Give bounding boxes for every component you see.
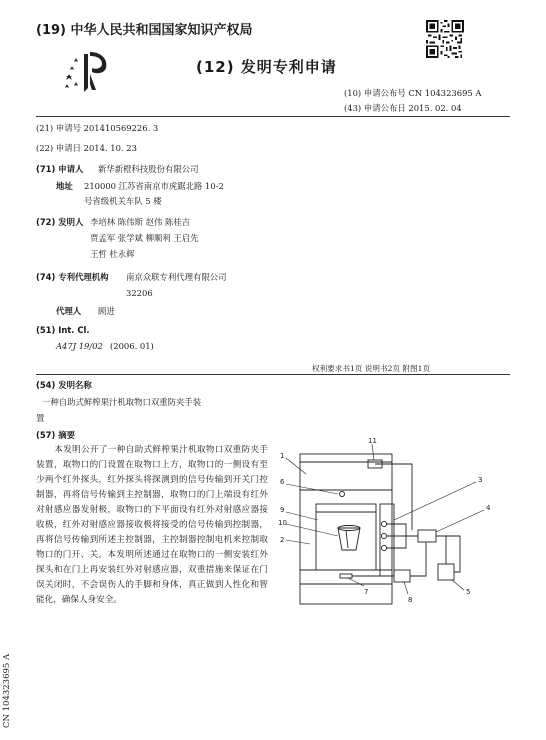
office-name: (19) 中华人民共和国国家知识产权局 bbox=[36, 23, 253, 38]
document-type: (12) 发明专利申请 bbox=[196, 58, 337, 76]
int-cl-version: (2006. 01) bbox=[110, 341, 154, 351]
pickup-opening bbox=[316, 504, 376, 570]
inventors-label: (72) 发明人 bbox=[36, 217, 84, 227]
qr-code-icon bbox=[426, 20, 464, 58]
agency-name: 南京众联专利代理有限公司 bbox=[126, 272, 227, 282]
patent-figure bbox=[276, 434, 512, 612]
publication-date: (43) 申请公布日 2015. 02. 04 bbox=[344, 103, 462, 113]
publication-number: (10) 申请公布号 CN 104323695 A bbox=[344, 88, 482, 98]
ref-9: 9 bbox=[280, 506, 285, 514]
ref-5: 5 bbox=[466, 588, 471, 596]
invention-title-line-1: 一种自助式鲜榨果汁机取物口双重防夹手装 bbox=[42, 397, 202, 407]
ref-7: 7 bbox=[364, 588, 369, 596]
controller-box bbox=[418, 530, 436, 542]
applicant-label: (71) 申请人 bbox=[36, 164, 84, 174]
application-date: (22) 申请日 2014. 10. 23 bbox=[36, 143, 137, 153]
cabinet-outline bbox=[300, 454, 392, 604]
ref-1: 1 bbox=[280, 452, 285, 460]
agent-label: 代理人 bbox=[56, 306, 82, 316]
abstract-label: (57) 摘要 bbox=[36, 430, 75, 440]
inventors-line-2: 贾孟军 张学斌 柳顺利 王启先 bbox=[90, 233, 199, 243]
inventors-line-1: 李培林 陈伟斯 赵伟 陈桂吉 bbox=[90, 217, 191, 227]
address-line-2: 号省级机关车队 5 楼 bbox=[84, 196, 162, 206]
biblio-divider bbox=[36, 374, 510, 375]
address-line-1: 210000 江苏省南京市虎踞北路 10-2 bbox=[84, 181, 224, 191]
title-label: (54) 发明名称 bbox=[36, 380, 92, 390]
motor-box bbox=[438, 564, 454, 580]
invention-title-line-2: 置 bbox=[36, 413, 45, 423]
address-label: 地址 bbox=[56, 181, 73, 191]
ref-8: 8 bbox=[408, 596, 413, 604]
agency-label: (74) 专利代理机构 bbox=[36, 272, 109, 282]
int-cl-label: (51) Int. Cl. bbox=[36, 325, 90, 335]
page-counts: 权利要求书1页 说明书2页 附图1页 bbox=[312, 364, 431, 373]
inventors-line-3: 王哲 杜永辉 bbox=[90, 249, 135, 259]
ref-3: 3 bbox=[478, 476, 483, 484]
cup-icon bbox=[338, 528, 360, 550]
abstract-text bbox=[36, 443, 268, 608]
ref-10: 10 bbox=[278, 519, 287, 527]
ref-4: 4 bbox=[486, 504, 491, 512]
side-publication-label: CN 104323695 A bbox=[2, 653, 12, 728]
application-number: (21) 申请号 201410569226. 3 bbox=[36, 123, 159, 133]
cnipa-emblem-icon bbox=[62, 44, 114, 96]
ref-6: 6 bbox=[280, 478, 285, 486]
ref-2: 2 bbox=[280, 536, 285, 544]
applicant-name: 新华新橙科技股份有限公司 bbox=[98, 164, 199, 174]
agency-code: 32206 bbox=[126, 288, 153, 298]
abstract-body: 本发明公开了一种自助式鲜榨果汁机取物口双重防夹手装置，取物口的门设置在取物口上方，取物口的一侧设有至少两个红外探头，红外探头将探测到的信号传输到开关门控制器，再将信号传输到主控制器，取物口的门上端设有红外对射感应器发射极，取物口的下平面设有红外对射感应器接收极，红外对射感应器接收极将接受的信号传输到控制器，再将信号传输到所述主控制器，主控制器控制电机来控制取物口的门开、关，本发明所述通过在取物口的一侧安装红外探头和在门上再安装红外对射感应器，双重措施来保证在门误关闭时，不会误伤人的手脚和身体，真正做到人性化和智能化，确保人身安全。 bbox=[36, 445, 268, 605]
int-cl-code: A47J 19/02 bbox=[56, 341, 103, 351]
ref-11: 11 bbox=[368, 437, 377, 445]
agent-name: 顾进 bbox=[98, 306, 115, 316]
header-divider bbox=[36, 116, 510, 117]
